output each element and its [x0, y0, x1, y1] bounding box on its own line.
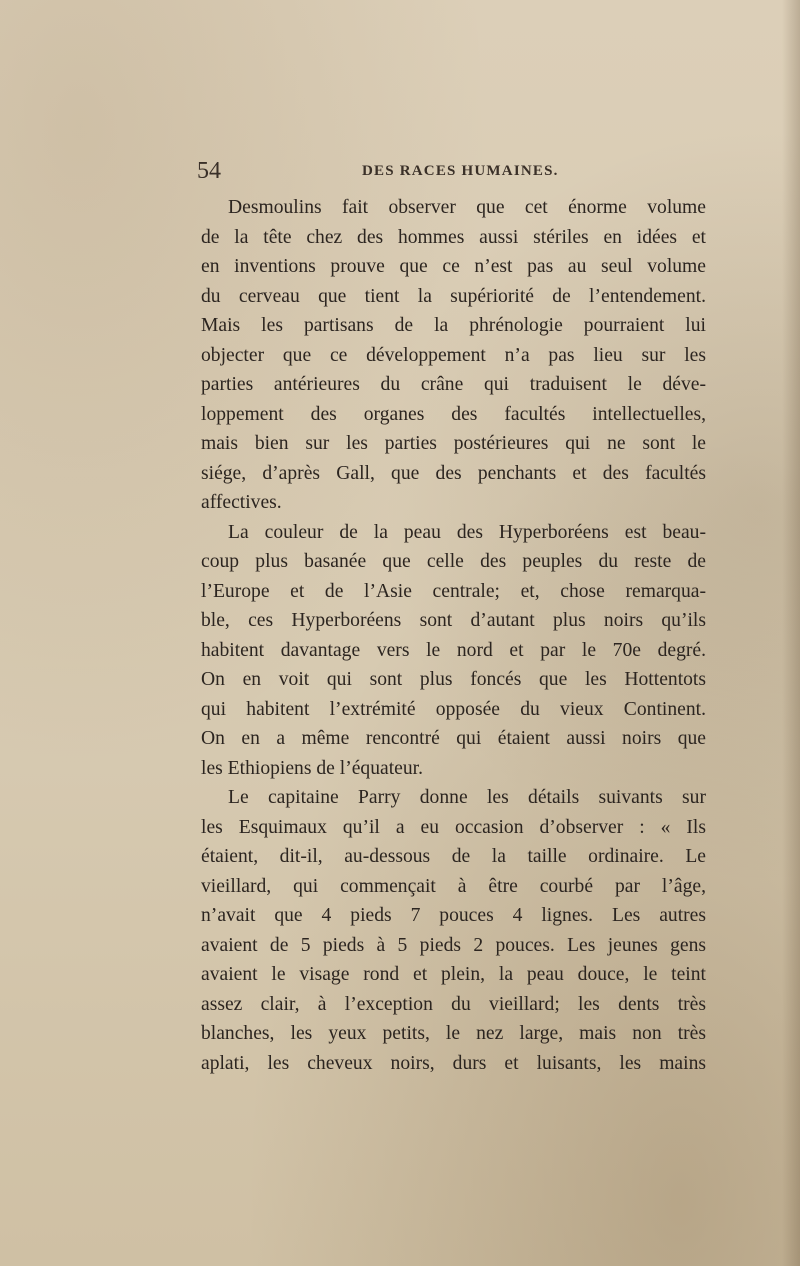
text-line: qui habitent l’extrémité opposée du vieux Continent.	[201, 698, 706, 720]
text-line: en inventions prouve que ce n’est pas au seul volume	[201, 256, 706, 277]
text-line: les Ethiopiens de l’équateur.	[201, 757, 423, 779]
text-line: affectives.	[201, 492, 282, 513]
text-line: On en a même rencontré qui étaient aussi noirs que	[201, 728, 706, 749]
text-line: aplati, les cheveux noirs, durs et luisants, les mains	[201, 1052, 706, 1074]
text-line: les Esquimaux qu’il a eu occasion d’observer : « Ils	[201, 816, 706, 838]
text-line: On en voit qui sont plus foncés que les Hottentots	[201, 669, 706, 690]
text-line: Desmoulins fait observer que cet énorme volume	[228, 197, 706, 218]
text-line: siége, d’après Gall, que des penchants et des facultés	[201, 462, 706, 484]
text-line: de la tête chez des hommes aussi stériles en idées et	[201, 226, 706, 248]
page-edge-shadow	[782, 0, 800, 1266]
text-line: habitent davantage vers le nord et par le 70e degré.	[201, 639, 706, 661]
text-line: ble, ces Hyperboréens sont d’autant plus noirs qu’ils	[201, 610, 706, 631]
text-line: avaient le visage rond et plein, la peau douce, le teint	[201, 964, 706, 985]
text-line: vieillard, qui commençait à être courbé par l’âge,	[201, 875, 706, 897]
text-line: Le capitaine Parry donne les détails suivants sur	[228, 787, 706, 808]
text-line: avaient de 5 pieds à 5 pieds 2 pouces. Les jeunes gens	[201, 934, 706, 956]
text-line: du cerveau que tient la supériorité de l’entendement.	[201, 285, 706, 307]
text-line: blanches, les yeux petits, le nez large, mais non très	[201, 1023, 706, 1044]
text-line: assez clair, à l’exception du vieillard; les dents très	[201, 993, 706, 1015]
text-line: La couleur de la peau des Hyperboréens est beau-	[228, 521, 706, 543]
running-head: DES RACES HUMAINES.	[362, 163, 559, 179]
body-text	[201, 193, 706, 1078]
page-header	[197, 156, 707, 190]
text-line: loppement des organes des facultés intellectuelles,	[201, 403, 706, 425]
text-line: étaient, dit-il, au-dessous de la taille ordinaire. Le	[201, 846, 706, 867]
text-line: objecter que ce développement n’a pas lieu sur les	[201, 344, 706, 366]
text-line: mais bien sur les parties postérieures qui ne sont le	[201, 433, 706, 454]
text-line: parties antérieures du crâne qui traduisent le déve-	[201, 374, 706, 395]
text-line: n’avait que 4 pieds 7 pouces 4 lignes. Les autres	[201, 905, 706, 926]
page-number: 54	[197, 158, 221, 184]
text-line: Mais les partisans de la phrénologie pourraient lui	[201, 315, 706, 336]
text-line: coup plus basanée que celle des peuples du reste de	[201, 551, 706, 572]
text-line: l’Europe et de l’Asie centrale; et, chose remarqua-	[201, 580, 706, 602]
